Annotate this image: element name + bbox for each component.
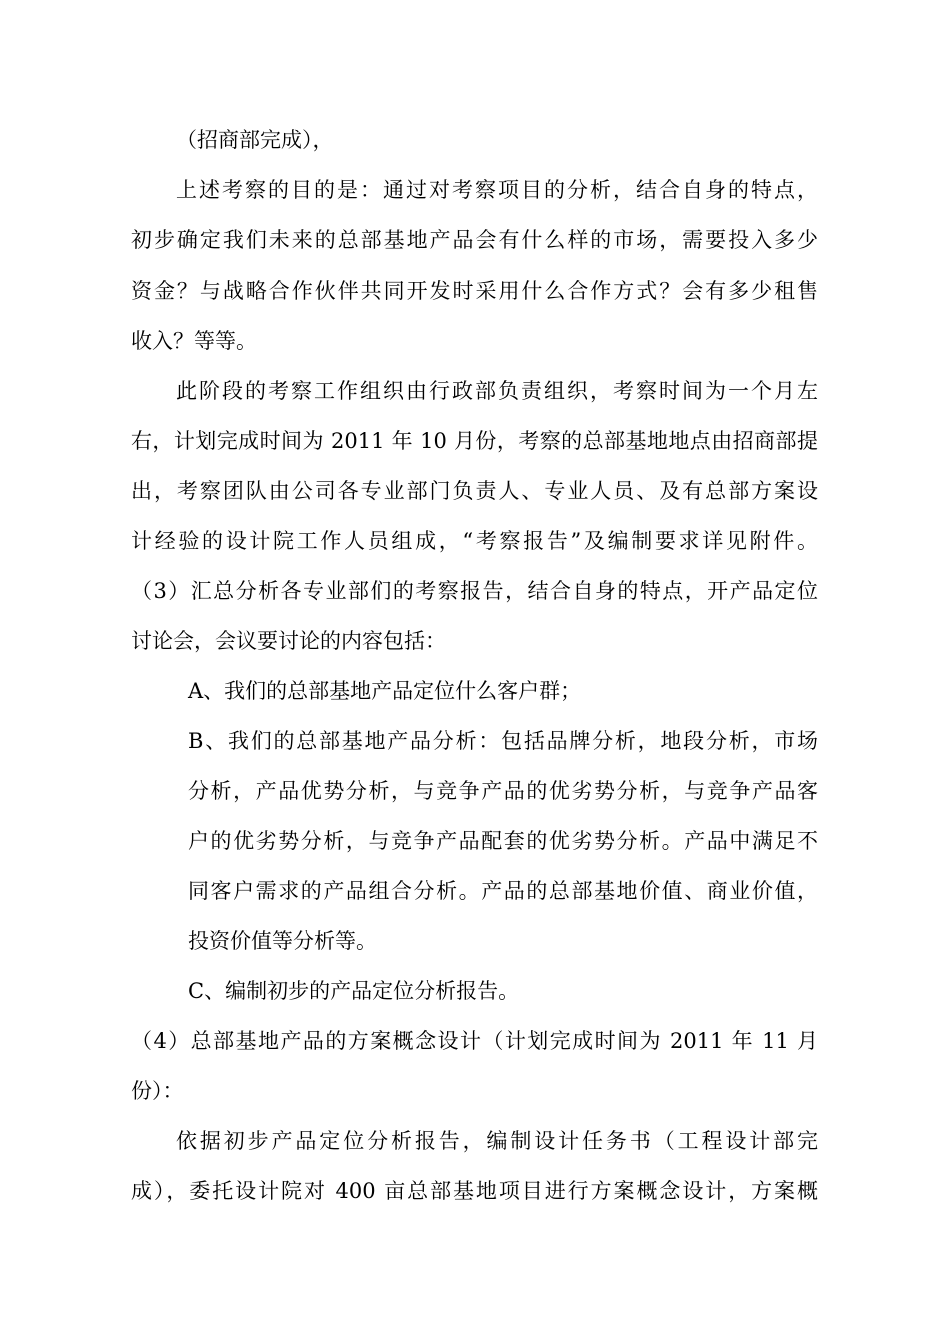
text-line-2: 上述考察的目的是：通过对考察项目的分析，结合自身的特点， [176, 178, 818, 202]
text-line-5: 收入？等等。 [131, 329, 257, 353]
list-item-b-line-3: 户的优劣势分析，与竞争产品配套的优劣势分析。产品中满足不 [188, 829, 818, 853]
text-line-11: 讨论会，会议要讨论的内容包括： [131, 629, 446, 653]
list-item-b-line-4: 同客户需求的产品组合分析。产品的总部基地价值、商业价值， [188, 879, 818, 903]
text-line-1: （招商部完成）， [176, 128, 334, 152]
text-line-20: 份）： [131, 1079, 184, 1103]
list-item-b-line-2: 分析，产品优势分析，与竞争产品的优劣势分析，与竞争产品客 [188, 779, 818, 803]
text-line-10: （3）汇总分析各专业部们的考察报告，结合自身的特点，开产品定位 [131, 579, 818, 603]
text-line-19: （4）总部基地产品的方案概念设计（计划完成时间为 2011 年 11 月 [131, 1029, 818, 1053]
text-line-7: 右，计划完成时间为 2011 年 10 月份，考察的总部基地地点由招商部提 [131, 429, 818, 453]
text-line-22: 成），委托设计院对 400 亩总部基地项目进行方案概念设计，方案概 [131, 1179, 818, 1203]
text-line-21: 依据初步产品定位分析报告，编制设计任务书（工程设计部完 [176, 1129, 818, 1153]
text-line-6: 此阶段的考察工作组织由行政部负责组织，考察时间为一个月左 [176, 379, 818, 403]
text-line-3: 初步确定我们未来的总部基地产品会有什么样的市场，需要投入多少 [131, 228, 818, 252]
text-line-9: 计经验的设计院工作人员组成，“考察报告”及编制要求详见附件。 [131, 529, 818, 553]
text-line-8: 出，考察团队由公司各专业部门负责人、专业人员、及有总部方案设 [131, 479, 818, 503]
list-item-a: A、我们的总部基地产品定位什么客户群； [188, 679, 582, 703]
text-line-4: 资金？与战略合作伙伴共同开发时采用什么合作方式？会有多少租售 [131, 279, 818, 303]
list-item-c: C、编制初步的产品定位分析报告。 [188, 979, 520, 1003]
list-item-b-line-1: B、我们的总部基地产品分析：包括品牌分析，地段分析，市场 [188, 729, 818, 753]
list-item-b-line-5: 投资价值等分析等。 [188, 929, 377, 953]
